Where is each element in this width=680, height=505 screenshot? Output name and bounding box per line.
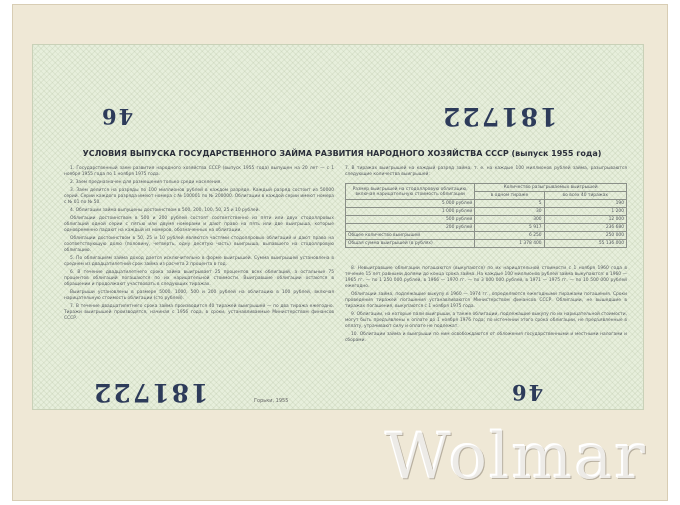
clause-6b: Выигрыши установлены в размере 5000, 1000, 500 и 200 рублей на облигацию в 100 рублей, включая нарицательную стоимость облигации (сто рублей).	[64, 290, 334, 301]
bond-number-bottom: 181722	[92, 378, 209, 407]
table-row	[346, 216, 627, 224]
total-label: Общая сумма выигрышей (в рублях)	[346, 240, 475, 248]
prize-count-one: 5	[475, 200, 544, 208]
conditions-title: УСЛОВИЯ ВЫПУСКА ГОСУДАРСТВЕННОГО ЗАЙМА РАЗВИТИЯ НАРОДНОГО ХОЗЯЙСТВА СССР (выпуск 1955 года)	[82, 149, 602, 158]
prize-count-one: 5 917	[475, 224, 544, 232]
table-row	[346, 224, 627, 232]
prize-amount: 1 000 рублей	[346, 208, 475, 216]
prize-table-header-one: в одном тираже	[475, 192, 544, 200]
prize-amount: 200 рублей	[346, 224, 475, 232]
clause-3: 3. Заем делится на разряды по 100 миллионов рублей в каждом разряде. Каждый разряд состоит из 50000 серий. Серии каждого разряда имеют номера с № 100001 по № 200000. Облигации в каждой серии имеют номера с № 01 по № 50.	[64, 188, 334, 205]
wolmar-watermark: Wolmar	[385, 420, 647, 494]
prize-count-one: 30	[475, 208, 544, 216]
prize-table	[345, 183, 627, 248]
clause-4c: Облигации достоинством в 50, 25 и 10 рублей являются частями стодоллровых облигаций и дают право на соответствующую долю (половину, четверть, одну десятую часть) выигрыша, выпавшего на стодоллровую облигацию.	[64, 236, 334, 253]
right-column-text	[345, 266, 627, 346]
clause-1: 1. Государственный заем развития народного хозяйства СССР (выпуск 1955 года) выпущен на 20 лет — с 1 ноября 1955 года по 1 ноября 1975 года.	[64, 166, 334, 177]
left-column-text	[64, 166, 334, 324]
prize-count-all: 1 200	[544, 208, 626, 216]
prize-table-header-amount: Размер выигрышей на стодоллровую облигацию, включая нарицательную стоимость облигации	[346, 184, 475, 200]
bond-number-top: 181722	[441, 102, 558, 131]
clause-10: 10. Облигации займа и выигрыши по ним освобождаются от обложения государственными и местными налогами и сборами.	[345, 332, 627, 343]
clause-4: 4. Облигации займа выпущены достоинством в 500, 200, 100, 50, 25 и 10 рублей.	[70, 208, 260, 213]
right-column-intro: 7. В тиражах выигрышей на каждый разряд займа, т. е. на каждые 100 миллионов рублей займа, разыгрываются следующие количества выигрышей:	[345, 166, 627, 177]
total-label: Общее количество выигрышей	[346, 232, 475, 240]
clause-2: 2. Заем предназначен для размещения только среди населения.	[70, 180, 222, 185]
total-sum-one: 1 378 400	[475, 240, 544, 248]
table-row-total	[346, 232, 627, 240]
series-number-top: 46	[100, 104, 134, 129]
clause-8b: Облигации займа, подлежащие выкупу в 1960 — 1974 гг., определяются ежегодными тиражами погашения. Сроки проведения тиражей погашения устанавливаются Министерством финансов СССР. Облигации, не вышедшие в тиражах погашения, выкупаются с 1 ноября 1975 года.	[345, 292, 627, 309]
clause-7: 7. В течение двадцатилетнего срока займа производится 40 тиражей выигрышей — по два тиража ежегодно. Тиражи выигрышей производятся, начиная с 1956 года, в сроки, устанавливаемые Министерством финансов СССР.	[64, 304, 334, 321]
clause-5: 5. По облигациям займа доход дается исключительно в форме выигрышей. Сумма выигрышей установлена в среднем из двадцатилетний срок займа из расчета 2 процента в год.	[64, 256, 334, 267]
clause-9: 9. Облигации, на которые пали выигрыши, а также облигации, подлежащие выкупу по их нарицательной стоимости, могут быть предъявлены к оплате до 1 ноября 1976 года; по истечении этого срока облигации, не предъявленные в оплату, утрачивают силу и оплате не подлежат.	[345, 312, 627, 329]
prize-count-one: 300	[475, 216, 544, 224]
table-row	[346, 208, 627, 216]
series-number-bottom: 46	[510, 380, 544, 405]
print-city-year: Горьки, 1955	[254, 398, 289, 404]
total-count-all: 250 000	[544, 232, 626, 240]
clause-4b: Облигации достоинством в 500 и 200 рублей состоят соответственно из пяти или двух стодоллровых облигаций одной серии с пятью или двумя номерами и дают право на пять или две выигрыша, которые одновременно падают на каждый из номеров, обозначенных на облигации.	[64, 216, 334, 233]
prize-amount: 500 рублей	[346, 216, 475, 224]
clause-8: 8. Невыигравшие облигации погашаются (выкупаются) по их нарицательной стоимости с 1 ноября 1960 года в течение 15 лет равными долями до конца срока займа. На каждые 100 миллионов рублей займа выкупаются: в 1960 — 1965 гг. — по 1 250 000 рублей, в 1966 — 1970 гг. — по 3 000 000 рублей, в 1971 — 1975 гг. — по 10 500 000 рублей ежегодно.	[345, 266, 627, 289]
prize-count-all: 12 000	[544, 216, 626, 224]
prize-count-all: 236 680	[544, 224, 626, 232]
prize-table-header-group: Количество разыгрываемых выигрышей	[475, 184, 627, 192]
table-row	[346, 200, 627, 208]
total-sum-all: 55 136 000	[544, 240, 626, 248]
prize-count-all: 190	[544, 200, 626, 208]
total-count-one: 6 250	[475, 232, 544, 240]
prize-amount: 5 000 рублей	[346, 200, 475, 208]
clause-6: 6. В течение двадцатилетнего срока займа выигрывает 25 процентов всех облигаций, а остальные 75 процентов облигаций погашаются по их нарицательной стоимости. Выигравшие облигации остаются в обращении и продолжают участвовать в следующих тиражах.	[64, 270, 334, 287]
table-row-total	[346, 240, 627, 248]
prize-table-header-all: во всех 40 тиражах	[544, 192, 626, 200]
